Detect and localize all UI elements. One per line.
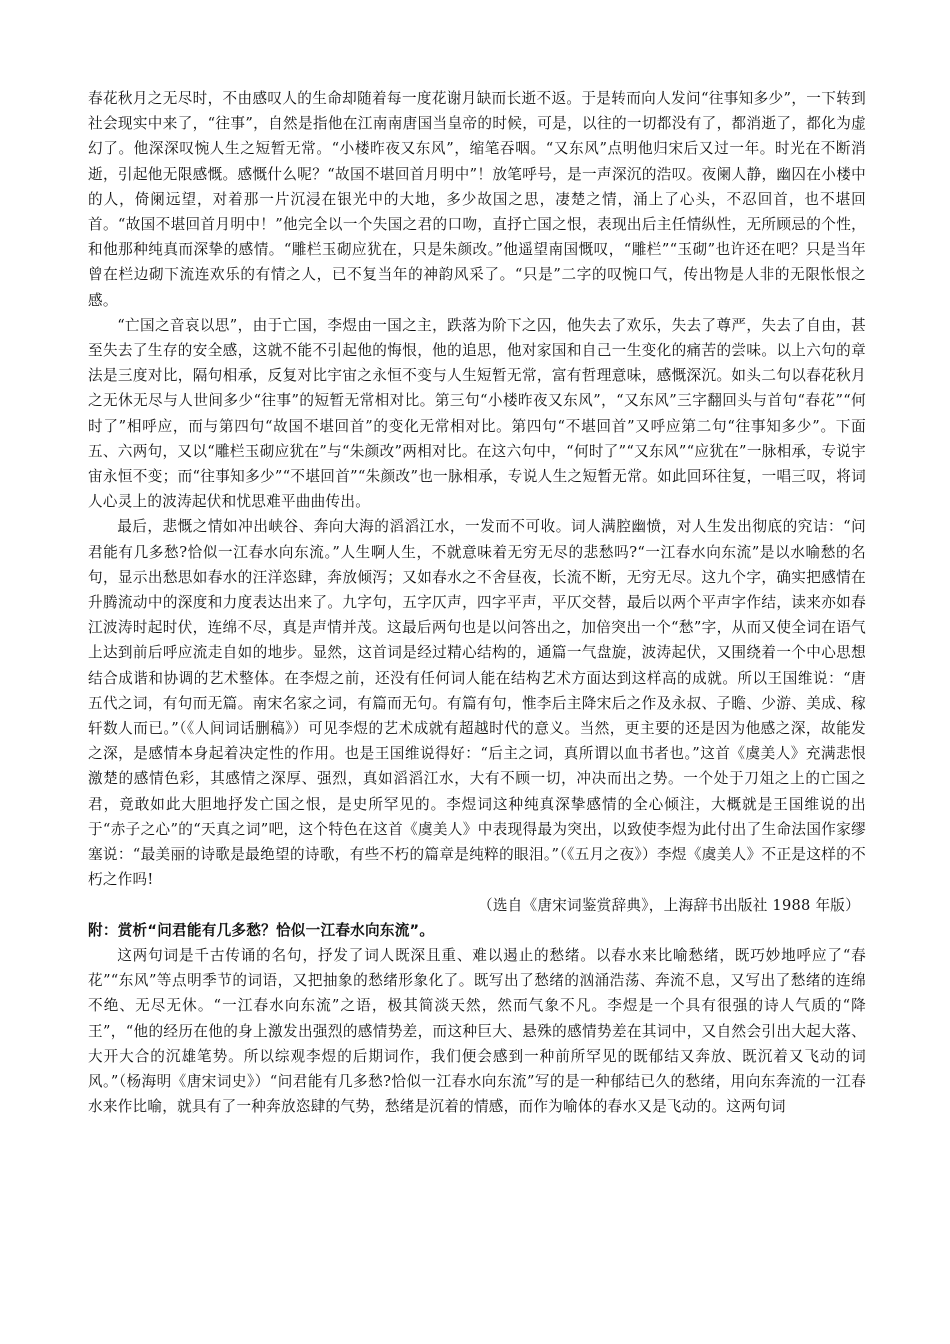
body-paragraph-3: 最后，悲慨之情如冲出峡谷、奔向大海的滔滔江水，一发而不可收。词人满腔幽愤，对人生发出彻底的究诘：“问君能有几多愁?恰似一江春水向东流。”人生啊人生，不就意味着无穷无尽的悲愁吗?“一江春水向东流”是以水喻愁的名句，显示出愁思如春水的汪洋恣肆，奔放倾泻；又如春水之不舍昼夜，长流不断，无穷无尽。这九个字，确实把感情在升腾流动中的深度和力度表达出来了。九字句，五字仄声，四字平声，平仄交替，最后以两个平声字作结，读来亦如春江波涛时起时伏，连绵不尽，真是声情并茂。这最后两句也是以问答出之，加倍突出一个“愁”字，从而又使全词在语气上达到前后呼应流走自如的地步。显然，这首词是经过精心结构的，通篇一气盘旋，波涛起伏，又围绕着一个中心思想结合成谐和协调的艺术整体。在李煜之前，还没有任何词人能在结构艺术方面达到这样高的成就。所以王国维说：“唐五代之词，有句而无篇。南宋名家之词，有篇而无句。有篇有句，惟李后主降宋后之作及永叔、子瞻、少游、美成、稼轩数人而已。”（《人间词话删稿》）可见李煜的艺术成就有超越时代的意义。当然，更主要的还是因为他感之深，故能发之深，是感情本身起着决定性的作用。也是王国维说得好：“后主之词，真所谓以血书者也。”这首《虞美人》充满悲恨激楚的感情色彩，其感情之深厚、强烈，真如滔滔江水，大有不顾一切，冲决而出之势。一个处于刀俎之上的亡国之君，竟敢如此大胆地抒发亡国之恨，是史所罕见的。李煜词这种纯真深挚感情的全心倾注，大概就是王国维说的出于“赤子之心”的“天真之词”吧，这个特色在这首《虞美人》中表现得最为突出，以致使李煜为此付出了生命法国作家缪塞说：“最美丽的诗歌是最绝望的诗歌，有些不朽的篇章是纯粹的眼泪。”（《五月之夜》）李煜《虞美人》不正是这样的不朽之作吗! [88, 518, 866, 889]
appendix-paragraph: 这两句词是千古传诵的名句，抒发了词人既深且重、难以遏止的愁绪。以春水来比喻愁绪，既巧妙地呼应了“春花”“东风”等点明季节的词语，又把抽象的愁绪形象化了。既写出了愁绪的汹涌浩荡、奔流不息，又写出了愁绪的连绵不绝、无尽无休。“一江春水向东流”之语，极其简淡天然，然而气象不凡。李煜是一个具有很强的诗人气质的“降王”，“他的经历在他的身上激发出强烈的感情势差，而这种巨大、悬殊的感情势差在其词中，又自然会引出大起大落、大开大合的沉雄笔势。所以综观李煜的后期词作，我们便会感到一种前所罕见的既郁结又奔放、既沉着又飞动的词风。”（杨海明《唐宋词史》）“问君能有几多愁?恰似一江春水向东流”写的是一种郁结已久的愁绪，用向东奔流的一江春水来作比喻，就具有了一种奔放恣肆的气势，愁绪是沉着的情感，而作为喻体的春水又是飞动的。这两句词 [88, 946, 866, 1116]
body-paragraph-1: 春花秋月之无尽时，不由感叹人的生命却随着每一度花谢月缺而长逝不返。于是转而向人发问“往事知多少”，一下转到社会现实中来了，“往事”，自然是指他在江南南唐国当皇帝的时候，可是，以往的一切都没有了，都消逝了，都化为虚幻了。他深深叹惋人生之短暂无常。“小楼昨夜又东风”，缩笔吞咽。“又东风”点明他归宋后又过一年。时光在不断消逝，引起他无限感慨。感慨什么呢？“故国不堪回首月明中”！放笔呼号，是一声深沉的浩叹。夜阑人静，幽囚在小楼中的人，倚阑远望，对着那一片沉浸在银光中的大地，多少故国之思，凄楚之情，涌上了心头，不忍回首，也不堪回首。“故国不堪回首月明中！”他完全以一个失国之君的口吻，直抒亡国之恨，表现出后主任情纵性，无所顾忌的个性，和他那种纯真而深挚的感情。“雕栏玉砌应犹在，只是朱颜改。”他遥望南国慨叹，“雕栏”“玉砌”也许还在吧？只是当年曾在栏边砌下流连欢乐的有情之人，已不复当年的神韵风采了。“只是”二字的叹惋口气，传出物是人非的无限怅恨之感。 [88, 90, 866, 309]
appendix-heading: 附：赏析“问君能有几多愁？恰似一江春水向东流”。 [88, 921, 435, 939]
document-page [88, 86, 866, 1119]
body-paragraph-2: “亡国之音哀以思”，由于亡国，李煜由一国之主，跌落为阶下之囚，他失去了欢乐，失去了尊严，失去了自由，甚至失去了生存的安全感，这就不能不引起他的悔恨，他的追思，他对家国和自己一生变化的痛苦的尝味。以上六句的章法是三度对比，隔句相承，反复对比宇宙之永恒不变与人生短暂无常，富有哲理意味，感慨深沉。如头二句以春花秋月之无休无尽与人世间多少“往事”的短暂无常相对比。第三句“小楼昨夜又东风”，“又东风”三字翻回头与首句“春花”“何时了”相呼应，而与第四句“故国不堪回首”的变化无常相对比。第四句“不堪回首”又呼应第二句“往事知多少”。下面五、六两句，又以“雕栏玉砌应犹在”与“朱颜改”两相对比。在这六句中，“何时了”“又东风”“应犹在”一脉相承，专说宇宙永恒不变；而“往事知多少”“不堪回首”“朱颜改”也一脉相承，专说人生之短暂无常。如此回环往复，一唱三叹，将词人心灵上的波涛起伏和忧思难平曲曲传出。 [88, 316, 866, 511]
source-citation: （选自《唐宋词鉴赏辞典》，上海辞书出版社 1988 年版） [477, 896, 860, 914]
